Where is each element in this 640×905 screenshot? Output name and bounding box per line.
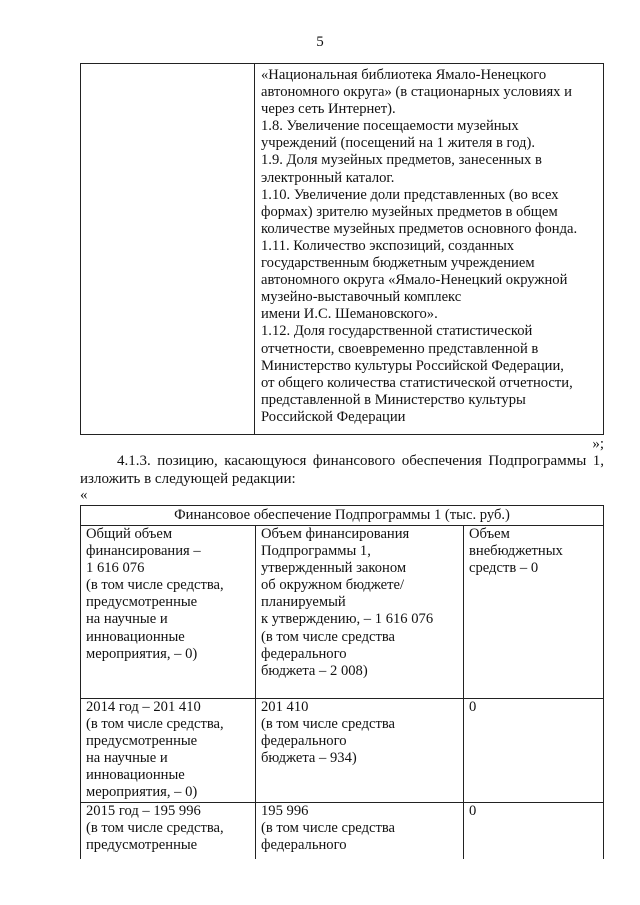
cell-line: мероприятия, – 0) — [86, 645, 198, 662]
cell-line: инновационные — [86, 767, 185, 784]
cell-line: предусмотренные — [86, 594, 198, 611]
cell-line: 195 996 — [261, 803, 309, 819]
continuation-empty-cell — [81, 64, 255, 434]
cell-line: Подпрограммы 1, — [261, 543, 371, 560]
cell-line: отчетности, своевременно представленной в — [261, 340, 539, 357]
year-extrabudget-cell — [464, 699, 603, 802]
cell-line: имени И.С. Шемановского». — [261, 306, 438, 323]
cell-line: (в том числе средства — [261, 716, 396, 733]
table-row — [81, 699, 603, 803]
cell-line: об окружном бюджете/ — [261, 577, 405, 594]
cell-line: (в том числе средства, — [86, 820, 224, 837]
cell-line: 1 616 076 — [86, 560, 145, 577]
cell-line: на научные и — [86, 611, 168, 628]
cell-line: (в том числе средства, — [86, 577, 224, 594]
cell-line: электронный каталог. — [261, 169, 395, 186]
cell-line: учреждений (посещений на 1 жителя в год). — [261, 135, 535, 152]
cell-line: 2014 год – 201 410 — [86, 699, 201, 715]
cell-line: представленной в Министерство культуры — [261, 391, 526, 408]
cell-line: количестве музейных предметов основного фонда. — [261, 220, 578, 237]
cell-line: федерального — [261, 837, 347, 854]
cell-line: предусмотренные — [86, 837, 198, 854]
total-cell — [81, 526, 256, 698]
year-budget-cell — [256, 699, 464, 802]
cell-line: через сеть Интернет). — [261, 101, 396, 118]
cell-line: мероприятия, – 0) — [86, 784, 198, 801]
cell-line: (в том числе средства — [261, 628, 396, 645]
cell-line: 1.10. Увеличение доли представленных (во всех — [261, 186, 559, 203]
extrabudget-cell — [464, 526, 603, 698]
cell-line: музейно-выставочный комплекс — [261, 289, 462, 306]
finance-table-title: Финансовое обеспечение Подпрограммы 1 (тыс. руб.) — [81, 506, 603, 526]
cell-line: средств – 0 — [469, 560, 539, 577]
cell-line: предусмотренные — [86, 733, 198, 750]
year-total-cell — [81, 803, 256, 859]
cell-line: 1.9. Доля музейных предметов, занесенных в — [261, 152, 542, 169]
cell-line: федерального — [261, 645, 347, 662]
cell-line: формах) зрителю музейных предметов в общем — [261, 203, 558, 220]
page-number: 5 — [316, 34, 324, 50]
continuation-table — [80, 63, 604, 435]
cell-line: Российской Федерации — [261, 408, 406, 425]
cell-line: к утверждению, – 1 616 076 — [261, 611, 434, 628]
cell-line: автономного округа «Ямало-Ненецкий окружной — [261, 272, 568, 289]
budget-cell — [256, 526, 464, 698]
cell-line: (в том числе средства, — [86, 716, 224, 733]
cell-line: автономного округа» (в стационарных условиях и — [261, 84, 572, 101]
cell-line: 1.8. Увеличение посещаемости музейных — [261, 118, 519, 135]
cell-line: бюджета – 2 008) — [261, 662, 368, 679]
cell-line: федерального — [261, 733, 347, 750]
table-row — [81, 803, 603, 859]
cell-line: инновационные — [86, 628, 185, 645]
cell-line: Объем — [469, 526, 510, 542]
cell-line: 2015 год – 195 996 — [86, 803, 201, 819]
cell-line: внебюджетных — [469, 543, 563, 560]
cell-line: планируемый — [261, 594, 346, 611]
table-row — [81, 526, 603, 699]
cell-line: от общего количества статистической отчетности, — [261, 374, 573, 391]
finance-table — [80, 505, 604, 859]
cell-line: Министерство культуры Российской Федерации, — [261, 357, 564, 374]
cell-line: 1.12. Доля государственной статистической — [261, 323, 533, 340]
cell-line: Объем финансирования — [261, 526, 410, 542]
closing-quote: »; — [592, 436, 604, 452]
year-extrabudget-cell — [464, 803, 603, 859]
cell-line: «Национальная библиотека Ямало-Ненецкого — [261, 67, 547, 83]
cell-line: Общий объем — [86, 526, 173, 542]
cell-line: государственным бюджетным учреждением — [261, 255, 535, 272]
cell-line: финансирования – — [86, 543, 201, 560]
year-budget-cell — [256, 803, 464, 859]
amendment-paragraph: 4.1.3. позицию, касающуюся финансового обеспечения Подпрограммы 1, изложить в следующей редакции: — [80, 453, 604, 487]
cell-line: 201 410 — [261, 699, 309, 715]
cell-line: 0 — [469, 699, 477, 715]
cell-line: на научные и — [86, 750, 168, 767]
cell-line: 0 — [469, 803, 477, 819]
cell-line: (в том числе средства — [261, 820, 396, 837]
cell-line: утвержденный законом — [261, 560, 407, 577]
opening-quote: « — [80, 487, 88, 503]
cell-line: бюджета – 934) — [261, 750, 357, 767]
year-total-cell — [81, 699, 256, 802]
continuation-text-cell — [255, 64, 603, 434]
cell-line: 1.11. Количество экспозиций, созданных — [261, 237, 515, 254]
